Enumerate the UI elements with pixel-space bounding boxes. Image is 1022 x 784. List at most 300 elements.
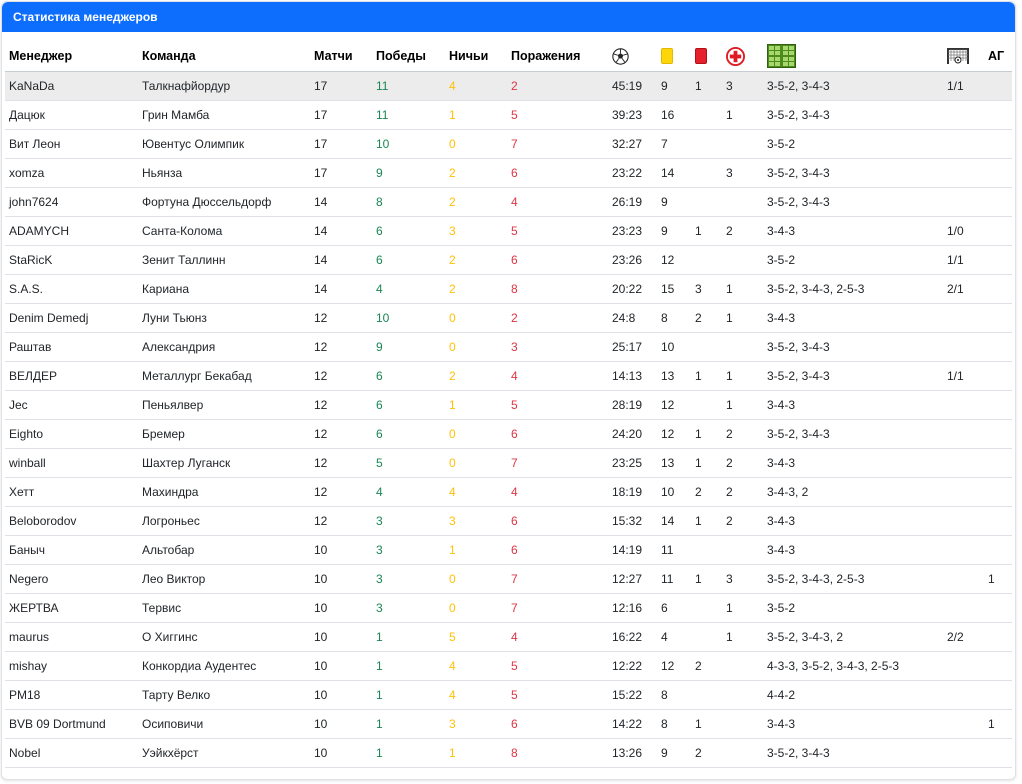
cell-team: Пеньялвер: [138, 390, 310, 419]
cell-red-cards: [691, 245, 722, 274]
cell-team: Альтобар: [138, 535, 310, 564]
cell-ag: [984, 593, 1012, 622]
table-row[interactable]: [5, 332, 1012, 361]
cell-losses: 6: [507, 709, 608, 738]
cell-goalkeeper: 1/1: [943, 71, 984, 100]
cell-ag: [984, 651, 1012, 680]
cell-team: Бремер: [138, 419, 310, 448]
cell-yellow-cards: 8: [657, 680, 691, 709]
col-draws[interactable]: Ничьи: [445, 32, 507, 71]
cell-ag: [984, 680, 1012, 709]
cell-formations: 3-5-2, 3-4-3, 2-5-3: [763, 564, 943, 593]
cell-goalkeeper: [943, 187, 984, 216]
cell-goals: 26:19: [608, 187, 657, 216]
cell-draws: 3: [445, 506, 507, 535]
cell-red-cards: [691, 680, 722, 709]
cell-formations: 3-4-3: [763, 303, 943, 332]
cell-manager: winball: [5, 448, 138, 477]
cell-manager: PM18: [5, 680, 138, 709]
cell-formations: 3-4-3: [763, 535, 943, 564]
cell-team: Талкнафйордур: [138, 71, 310, 100]
table-row[interactable]: [5, 361, 1012, 390]
cell-ag: [984, 361, 1012, 390]
cell-goalkeeper: [943, 332, 984, 361]
cell-wins: 11: [372, 100, 445, 129]
cell-goalkeeper: [943, 390, 984, 419]
cell-losses: 6: [507, 158, 608, 187]
cell-losses: 2: [507, 303, 608, 332]
cell-goalkeeper: [943, 564, 984, 593]
cell-draws: 0: [445, 419, 507, 448]
cell-manager: BVB 09 Dortmund: [5, 709, 138, 738]
cell-injuries: 2: [722, 216, 763, 245]
cell-losses: 4: [507, 622, 608, 651]
cell-draws: 2: [445, 245, 507, 274]
cell-goals: 20:22: [608, 274, 657, 303]
cell-goalkeeper: [943, 477, 984, 506]
cell-losses: 2: [507, 71, 608, 100]
cell-losses: 7: [507, 564, 608, 593]
col-team[interactable]: Команда: [138, 32, 310, 71]
cell-matches: 12: [310, 477, 372, 506]
cell-yellow-cards: 9: [657, 738, 691, 767]
table-row[interactable]: [5, 738, 1012, 767]
cell-draws: 0: [445, 593, 507, 622]
cell-goals: 15:22: [608, 680, 657, 709]
table-row[interactable]: [5, 303, 1012, 332]
cell-injuries: [722, 680, 763, 709]
cell-formations: 3-5-2, 3-4-3: [763, 100, 943, 129]
cell-matches: 12: [310, 448, 372, 477]
cell-team: Ньянза: [138, 158, 310, 187]
cell-losses: 8: [507, 738, 608, 767]
cell-yellow-cards: 15: [657, 274, 691, 303]
cell-ag: 1: [984, 564, 1012, 593]
cell-goals: 14:13: [608, 361, 657, 390]
table-row[interactable]: [5, 709, 1012, 738]
cell-losses: 3: [507, 332, 608, 361]
cell-ag: [984, 535, 1012, 564]
cell-team: Александрия: [138, 332, 310, 361]
cell-draws: 0: [445, 332, 507, 361]
manager-stats-table: [5, 32, 1012, 768]
cell-formations: 3-5-2, 3-4-3: [763, 361, 943, 390]
cell-losses: 4: [507, 187, 608, 216]
cell-draws: 3: [445, 216, 507, 245]
cell-goals: 25:17: [608, 332, 657, 361]
table-row[interactable]: [5, 651, 1012, 680]
cell-formations: 3-5-2: [763, 129, 943, 158]
cell-yellow-cards: 8: [657, 303, 691, 332]
cell-goalkeeper: 2/2: [943, 622, 984, 651]
cell-yellow-cards: 10: [657, 477, 691, 506]
cell-ag: [984, 477, 1012, 506]
cell-draws: 2: [445, 158, 507, 187]
cell-losses: 7: [507, 448, 608, 477]
cell-wins: 6: [372, 419, 445, 448]
cell-team: Уэйкхёрст: [138, 738, 310, 767]
cell-matches: 17: [310, 71, 372, 100]
col-ag[interactable]: АГ: [984, 32, 1012, 71]
cell-matches: 10: [310, 738, 372, 767]
cell-goals: 24:8: [608, 303, 657, 332]
col-goalkeeper[interactable]: [943, 32, 984, 71]
cell-yellow-cards: 9: [657, 216, 691, 245]
cell-yellow-cards: 11: [657, 535, 691, 564]
cell-manager: S.A.S.: [5, 274, 138, 303]
cell-losses: 4: [507, 361, 608, 390]
table-row[interactable]: [5, 477, 1012, 506]
cell-team: Луни Тьюнз: [138, 303, 310, 332]
col-formations[interactable]: [763, 32, 943, 71]
cell-red-cards: [691, 593, 722, 622]
cell-injuries: 2: [722, 419, 763, 448]
cell-red-cards: [691, 187, 722, 216]
cell-team: Зенит Таллинн: [138, 245, 310, 274]
cell-team: Лео Виктор: [138, 564, 310, 593]
cell-draws: 4: [445, 680, 507, 709]
cell-red-cards: [691, 158, 722, 187]
cell-yellow-cards: 16: [657, 100, 691, 129]
cell-red-cards: 2: [691, 303, 722, 332]
cell-yellow-cards: 12: [657, 390, 691, 419]
cell-draws: 1: [445, 100, 507, 129]
cell-team: Шахтер Луганск: [138, 448, 310, 477]
cell-ag: [984, 274, 1012, 303]
cell-formations: 3-5-2, 3-4-3, 2-5-3: [763, 274, 943, 303]
cell-draws: 0: [445, 448, 507, 477]
cell-manager: john7624: [5, 187, 138, 216]
cell-matches: 12: [310, 303, 372, 332]
cell-formations: 3-5-2, 3-4-3: [763, 71, 943, 100]
cell-ag: 1: [984, 709, 1012, 738]
cell-team: Логроньес: [138, 506, 310, 535]
cell-injuries: 2: [722, 448, 763, 477]
cell-goals: 24:20: [608, 419, 657, 448]
cell-goals: 23:22: [608, 158, 657, 187]
cell-goals: 12:22: [608, 651, 657, 680]
cell-goals: 15:32: [608, 506, 657, 535]
cell-red-cards: 1: [691, 419, 722, 448]
cell-team: Тарту Велко: [138, 680, 310, 709]
cell-wins: 11: [372, 71, 445, 100]
cell-goals: 12:27: [608, 564, 657, 593]
cell-losses: 5: [507, 216, 608, 245]
cell-formations: 3-5-2: [763, 593, 943, 622]
cell-matches: 14: [310, 187, 372, 216]
cell-goals: 45:19: [608, 71, 657, 100]
cell-matches: 14: [310, 274, 372, 303]
cell-formations: 3-4-3, 2: [763, 477, 943, 506]
cell-matches: 12: [310, 361, 372, 390]
cell-goalkeeper: [943, 709, 984, 738]
table-header-row: [5, 32, 1012, 71]
cell-manager: xomza: [5, 158, 138, 187]
cell-matches: 12: [310, 419, 372, 448]
cell-matches: 10: [310, 564, 372, 593]
cell-goals: 23:25: [608, 448, 657, 477]
col-yellow-cards[interactable]: [657, 32, 691, 71]
cell-wins: 1: [372, 680, 445, 709]
col-manager[interactable]: Менеджер: [5, 32, 138, 71]
cell-formations: 3-5-2, 3-4-3: [763, 419, 943, 448]
cell-goalkeeper: [943, 303, 984, 332]
table-row[interactable]: [5, 158, 1012, 187]
cell-matches: 12: [310, 390, 372, 419]
cell-goals: 32:27: [608, 129, 657, 158]
cell-matches: 12: [310, 506, 372, 535]
cell-draws: 4: [445, 651, 507, 680]
table-row[interactable]: [5, 506, 1012, 535]
cell-formations: 4-4-2: [763, 680, 943, 709]
table-row[interactable]: [5, 564, 1012, 593]
cell-ag: [984, 187, 1012, 216]
cell-matches: 10: [310, 622, 372, 651]
cell-injuries: 1: [722, 593, 763, 622]
cell-red-cards: [691, 535, 722, 564]
yellow-card-icon: [661, 48, 673, 64]
cell-team: О Хиггинс: [138, 622, 310, 651]
cell-team: Кариана: [138, 274, 310, 303]
cell-red-cards: 1: [691, 71, 722, 100]
cell-ag: [984, 245, 1012, 274]
table-row[interactable]: [5, 274, 1012, 303]
cell-formations: 3-4-3: [763, 390, 943, 419]
cell-yellow-cards: 14: [657, 506, 691, 535]
cell-matches: 10: [310, 680, 372, 709]
cell-wins: 3: [372, 593, 445, 622]
cell-ag: [984, 419, 1012, 448]
cell-red-cards: [691, 100, 722, 129]
cell-manager: Хетт: [5, 477, 138, 506]
card-title: Статистика менеджеров: [13, 10, 158, 24]
cell-ag: [984, 332, 1012, 361]
table-row[interactable]: [5, 593, 1012, 622]
cell-matches: 17: [310, 158, 372, 187]
cell-goals: 13:26: [608, 738, 657, 767]
cell-manager: StaRicK: [5, 245, 138, 274]
cell-manager: Дацюк: [5, 100, 138, 129]
cell-draws: 5: [445, 622, 507, 651]
cell-injuries: [722, 535, 763, 564]
cell-formations: 3-5-2, 3-4-3, 2: [763, 622, 943, 651]
cell-yellow-cards: 11: [657, 564, 691, 593]
cell-formations: 3-5-2, 3-4-3: [763, 738, 943, 767]
cell-matches: 10: [310, 709, 372, 738]
cell-matches: 10: [310, 593, 372, 622]
table-row[interactable]: [5, 419, 1012, 448]
cell-goalkeeper: [943, 738, 984, 767]
cell-injuries: 1: [722, 303, 763, 332]
cell-ag: [984, 303, 1012, 332]
cell-ag: [984, 71, 1012, 100]
cell-team: Грин Мамба: [138, 100, 310, 129]
col-goals[interactable]: [608, 32, 657, 71]
cell-formations: 3-4-3: [763, 448, 943, 477]
table-row[interactable]: [5, 245, 1012, 274]
cell-goals: 28:19: [608, 390, 657, 419]
cell-yellow-cards: 12: [657, 651, 691, 680]
cell-yellow-cards: 13: [657, 361, 691, 390]
cell-matches: 12: [310, 332, 372, 361]
col-losses[interactable]: Поражения: [507, 32, 608, 71]
cell-injuries: 1: [722, 622, 763, 651]
cell-wins: 9: [372, 158, 445, 187]
cell-injuries: [722, 651, 763, 680]
cell-goalkeeper: [943, 129, 984, 158]
cell-goalkeeper: [943, 535, 984, 564]
cell-ag: [984, 738, 1012, 767]
cell-draws: 0: [445, 303, 507, 332]
cell-wins: 10: [372, 303, 445, 332]
cell-goals: 39:23: [608, 100, 657, 129]
cell-matches: 17: [310, 129, 372, 158]
cell-goals: 23:23: [608, 216, 657, 245]
cell-goalkeeper: 1/1: [943, 245, 984, 274]
cell-red-cards: 1: [691, 361, 722, 390]
cell-losses: 6: [507, 419, 608, 448]
col-wins[interactable]: Победы: [372, 32, 445, 71]
cell-goalkeeper: 1/1: [943, 361, 984, 390]
cell-draws: 1: [445, 390, 507, 419]
cell-wins: 3: [372, 506, 445, 535]
cell-draws: 2: [445, 274, 507, 303]
table-row[interactable]: [5, 535, 1012, 564]
cell-formations: 3-5-2, 3-4-3: [763, 332, 943, 361]
cell-ag: [984, 506, 1012, 535]
table-row[interactable]: [5, 622, 1012, 651]
cell-yellow-cards: 4: [657, 622, 691, 651]
table-row[interactable]: [5, 390, 1012, 419]
cell-losses: 7: [507, 593, 608, 622]
cell-goalkeeper: [943, 506, 984, 535]
cell-injuries: [722, 709, 763, 738]
cell-injuries: 1: [722, 274, 763, 303]
table-row[interactable]: [5, 100, 1012, 129]
cell-wins: 4: [372, 274, 445, 303]
cell-draws: 0: [445, 564, 507, 593]
cell-red-cards: [691, 622, 722, 651]
cell-losses: 6: [507, 245, 608, 274]
cell-matches: 10: [310, 651, 372, 680]
cell-ag: [984, 100, 1012, 129]
cell-injuries: [722, 187, 763, 216]
cell-matches: 14: [310, 216, 372, 245]
col-injuries[interactable]: [722, 32, 763, 71]
cell-yellow-cards: 6: [657, 593, 691, 622]
cell-manager: maurus: [5, 622, 138, 651]
cell-goals: 23:26: [608, 245, 657, 274]
cell-losses: 5: [507, 100, 608, 129]
cell-injuries: 1: [722, 390, 763, 419]
cell-draws: 2: [445, 361, 507, 390]
cell-red-cards: [691, 129, 722, 158]
cell-red-cards: 2: [691, 477, 722, 506]
table-row[interactable]: [5, 187, 1012, 216]
cell-losses: 5: [507, 651, 608, 680]
cell-red-cards: 2: [691, 651, 722, 680]
cell-wins: 4: [372, 477, 445, 506]
cell-injuries: [722, 245, 763, 274]
cell-goalkeeper: 2/1: [943, 274, 984, 303]
cell-goalkeeper: 1/0: [943, 216, 984, 245]
cell-goalkeeper: [943, 100, 984, 129]
table-row[interactable]: [5, 129, 1012, 158]
cell-goalkeeper: [943, 158, 984, 187]
cell-team: Конкордиа Аудентес: [138, 651, 310, 680]
cell-injuries: 2: [722, 477, 763, 506]
cell-wins: 3: [372, 535, 445, 564]
table-row[interactable]: [5, 216, 1012, 245]
cell-red-cards: 3: [691, 274, 722, 303]
cell-losses: 6: [507, 535, 608, 564]
cell-draws: 0: [445, 129, 507, 158]
col-matches[interactable]: Матчи: [310, 32, 372, 71]
cell-formations: 3-5-2, 3-4-3: [763, 187, 943, 216]
soccer-ball-icon: [612, 48, 629, 65]
cell-losses: 6: [507, 506, 608, 535]
cell-manager: ЖЕРТВА: [5, 593, 138, 622]
cell-red-cards: 1: [691, 709, 722, 738]
table-row[interactable]: [5, 448, 1012, 477]
cell-losses: 4: [507, 477, 608, 506]
cell-team: Тервис: [138, 593, 310, 622]
cell-wins: 6: [372, 361, 445, 390]
cell-matches: 14: [310, 245, 372, 274]
cell-goalkeeper: [943, 419, 984, 448]
cell-goals: 14:22: [608, 709, 657, 738]
cell-draws: 2: [445, 187, 507, 216]
cell-manager: Beloborodov: [5, 506, 138, 535]
cell-injuries: [722, 129, 763, 158]
cell-yellow-cards: 9: [657, 71, 691, 100]
table-row[interactable]: [5, 680, 1012, 709]
injury-cross-icon: [726, 47, 745, 66]
cell-manager: Jec: [5, 390, 138, 419]
cell-team: Фортуна Дюссельдорф: [138, 187, 310, 216]
cell-ag: [984, 390, 1012, 419]
cell-draws: 3: [445, 709, 507, 738]
cell-goalkeeper: [943, 651, 984, 680]
cell-ag: [984, 622, 1012, 651]
cell-manager: Баныч: [5, 535, 138, 564]
cell-yellow-cards: 12: [657, 245, 691, 274]
cell-wins: 3: [372, 564, 445, 593]
cell-draws: 4: [445, 477, 507, 506]
col-red-cards[interactable]: [691, 32, 722, 71]
cell-goalkeeper: [943, 680, 984, 709]
cell-goalkeeper: [943, 448, 984, 477]
cell-red-cards: 2: [691, 738, 722, 767]
cell-manager: mishay: [5, 651, 138, 680]
cell-goalkeeper: [943, 593, 984, 622]
cell-ag: [984, 129, 1012, 158]
cell-matches: 10: [310, 535, 372, 564]
cell-goals: 14:19: [608, 535, 657, 564]
formation-field-icon: [767, 44, 796, 68]
cell-formations: 3-4-3: [763, 709, 943, 738]
cell-red-cards: [691, 390, 722, 419]
cell-injuries: 1: [722, 100, 763, 129]
cell-wins: 6: [372, 216, 445, 245]
cell-ag: [984, 448, 1012, 477]
cell-manager: Negero: [5, 564, 138, 593]
cell-ag: [984, 158, 1012, 187]
cell-formations: 3-4-3: [763, 216, 943, 245]
cell-draws: 4: [445, 71, 507, 100]
table-row[interactable]: [5, 71, 1012, 100]
cell-formations: 4-3-3, 3-5-2, 3-4-3, 2-5-3: [763, 651, 943, 680]
